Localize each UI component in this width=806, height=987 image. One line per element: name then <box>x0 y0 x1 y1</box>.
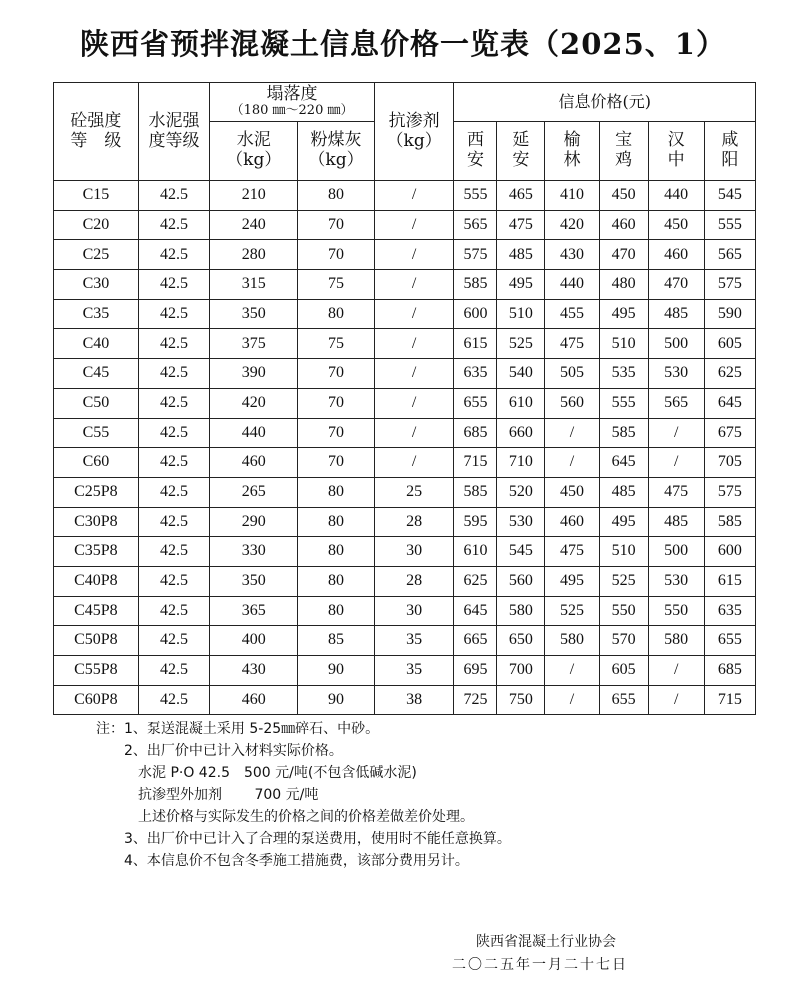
price-cell: 750 <box>497 685 545 715</box>
flyash-cell: 80 <box>298 566 375 596</box>
table-row <box>54 359 756 389</box>
header-city: 延 安 <box>497 122 545 181</box>
antiseep-cell: 38 <box>374 685 454 715</box>
cement-grade-cell: 42.5 <box>138 656 210 686</box>
flyash-cell: 80 <box>298 299 375 329</box>
flyash-cell: 80 <box>298 596 375 626</box>
cement-grade-cell: 42.5 <box>138 299 210 329</box>
price-cell: 500 <box>648 329 704 359</box>
flyash-cell: 80 <box>298 181 375 211</box>
cement-kg-cell: 460 <box>210 685 298 715</box>
price-cell: 565 <box>704 240 755 270</box>
price-cell: 650 <box>497 626 545 656</box>
price-cell: 500 <box>648 537 704 567</box>
cement-grade-cell: 42.5 <box>138 566 210 596</box>
price-cell: 570 <box>599 626 648 656</box>
cement-kg-cell: 330 <box>210 537 298 567</box>
price-cell: 420 <box>545 210 599 240</box>
price-cell: 560 <box>497 566 545 596</box>
cement-kg-cell: 430 <box>210 656 298 686</box>
price-cell: 615 <box>704 566 755 596</box>
price-cell: 480 <box>599 270 648 300</box>
grade-cell: C30P8 <box>54 507 139 537</box>
price-cell: 575 <box>704 477 755 507</box>
price-cell: 485 <box>497 240 545 270</box>
antiseep-cell: / <box>374 240 454 270</box>
cement-grade-cell: 42.5 <box>138 685 210 715</box>
antiseep-cell: 28 <box>374 566 454 596</box>
cement-grade-cell: 42.5 <box>138 210 210 240</box>
antiseep-cell: / <box>374 329 454 359</box>
antiseep-cell: 35 <box>374 626 454 656</box>
grade-cell: C40 <box>54 329 139 359</box>
grade-cell: C25P8 <box>54 477 139 507</box>
price-cell: 530 <box>648 566 704 596</box>
price-cell: 545 <box>704 181 755 211</box>
antiseep-cell: / <box>374 210 454 240</box>
issuing-organization: 陕西省混凝土行业协会 <box>476 934 616 950</box>
grade-cell: C45 <box>54 359 139 389</box>
flyash-cell: 70 <box>298 388 375 418</box>
price-cell: 450 <box>648 210 704 240</box>
note-line: 4、本信息价不包含冬季施工措施费，该部分费用另计。 <box>96 853 469 869</box>
flyash-cell: 70 <box>298 418 375 448</box>
cement-grade-cell: 42.5 <box>138 418 210 448</box>
price-cell: 495 <box>497 270 545 300</box>
grade-cell: C45P8 <box>54 596 139 626</box>
grade-cell: C55P8 <box>54 656 139 686</box>
antiseep-cell: 30 <box>374 596 454 626</box>
price-cell: 655 <box>599 685 648 715</box>
price-cell: 410 <box>545 181 599 211</box>
price-cell: 450 <box>599 181 648 211</box>
cement-kg-cell: 375 <box>210 329 298 359</box>
antiseep-cell: / <box>374 181 454 211</box>
flyash-cell: 90 <box>298 656 375 686</box>
price-cell: 505 <box>545 359 599 389</box>
price-cell: 580 <box>545 626 599 656</box>
price-cell: 575 <box>704 270 755 300</box>
price-cell: 635 <box>454 359 497 389</box>
price-cell: 470 <box>648 270 704 300</box>
note-line: 上述价格与实际发生的价格之间的价格差做差价处理。 <box>96 809 474 825</box>
price-cell: 700 <box>497 656 545 686</box>
price-cell: 610 <box>454 537 497 567</box>
header-city: 宝 鸡 <box>599 122 648 181</box>
header-grade: 砼强度 等 级 <box>54 83 139 181</box>
grade-cell: C20 <box>54 210 139 240</box>
flyash-cell: 70 <box>298 359 375 389</box>
price-cell: 475 <box>648 477 704 507</box>
price-cell: 465 <box>497 181 545 211</box>
price-cell: / <box>545 418 599 448</box>
price-cell: 685 <box>454 418 497 448</box>
cement-kg-cell: 240 <box>210 210 298 240</box>
cement-kg-cell: 420 <box>210 388 298 418</box>
grade-cell: C35 <box>54 299 139 329</box>
antiseep-cell: 25 <box>374 477 454 507</box>
price-cell: 600 <box>704 537 755 567</box>
price-cell: 605 <box>704 329 755 359</box>
price-cell: 485 <box>648 299 704 329</box>
cement-kg-cell: 365 <box>210 596 298 626</box>
price-cell: 645 <box>704 388 755 418</box>
price-cell: / <box>648 418 704 448</box>
price-cell: 535 <box>599 359 648 389</box>
grade-cell: C50P8 <box>54 626 139 656</box>
header-cement-kg: 水泥 （kg） <box>210 122 298 181</box>
price-cell: 525 <box>545 596 599 626</box>
price-cell: 715 <box>454 448 497 478</box>
cement-kg-cell: 390 <box>210 359 298 389</box>
antiseep-cell: 30 <box>374 537 454 567</box>
cement-grade-cell: 42.5 <box>138 507 210 537</box>
price-cell: 530 <box>497 507 545 537</box>
price-cell: 460 <box>545 507 599 537</box>
price-cell: 600 <box>454 299 497 329</box>
note-line: 水泥 P·O 42.5 500 元/吨(不包含低碱水泥) <box>96 765 417 781</box>
price-cell: 555 <box>454 181 497 211</box>
header-city: 咸 阳 <box>704 122 755 181</box>
issue-date: 二〇二五年一月二十七日 <box>452 957 628 973</box>
cement-kg-cell: 315 <box>210 270 298 300</box>
antiseep-cell: 28 <box>374 507 454 537</box>
table-row <box>54 299 756 329</box>
cement-grade-cell: 42.5 <box>138 181 210 211</box>
price-cell: 530 <box>648 359 704 389</box>
cement-grade-cell: 42.5 <box>138 596 210 626</box>
price-cell: 725 <box>454 685 497 715</box>
antiseep-cell: / <box>374 448 454 478</box>
grade-cell: C25 <box>54 240 139 270</box>
price-cell: 715 <box>704 685 755 715</box>
price-cell: 590 <box>704 299 755 329</box>
price-cell: 555 <box>599 388 648 418</box>
price-cell: 625 <box>704 359 755 389</box>
flyash-cell: 75 <box>298 270 375 300</box>
price-cell: 665 <box>454 626 497 656</box>
price-cell: 510 <box>497 299 545 329</box>
table-row <box>54 566 756 596</box>
price-cell: 495 <box>599 507 648 537</box>
price-cell: 605 <box>599 656 648 686</box>
table-row <box>54 596 756 626</box>
flyash-cell: 80 <box>298 477 375 507</box>
price-cell: 440 <box>648 181 704 211</box>
cement-grade-cell: 42.5 <box>138 477 210 507</box>
price-cell: 625 <box>454 566 497 596</box>
page-title: 陕西省预拌混凝土信息价格一览表（2025、1） <box>80 27 726 61</box>
price-cell: 495 <box>599 299 648 329</box>
table-row <box>54 626 756 656</box>
table-row <box>54 181 756 211</box>
cement-kg-cell: 460 <box>210 448 298 478</box>
cement-kg-cell: 210 <box>210 181 298 211</box>
price-cell: 585 <box>454 270 497 300</box>
price-cell: 520 <box>497 477 545 507</box>
grade-cell: C60 <box>54 448 139 478</box>
table-row <box>54 240 756 270</box>
table-row <box>54 418 756 448</box>
antiseep-cell: / <box>374 270 454 300</box>
note-line: 2、出厂价中已计入材料实际价格。 <box>96 743 343 759</box>
antiseep-cell: / <box>374 418 454 448</box>
price-cell: 645 <box>454 596 497 626</box>
header-cement-grade: 水泥强 度等级 <box>138 83 210 181</box>
price-cell: 685 <box>704 656 755 686</box>
cement-grade-cell: 42.5 <box>138 329 210 359</box>
price-cell: 495 <box>545 566 599 596</box>
grade-cell: C35P8 <box>54 537 139 567</box>
price-cell: 575 <box>454 240 497 270</box>
cement-grade-cell: 42.5 <box>138 270 210 300</box>
price-cell: 585 <box>454 477 497 507</box>
price-cell: 550 <box>599 596 648 626</box>
antiseep-cell: / <box>374 299 454 329</box>
price-cell: 645 <box>599 448 648 478</box>
flyash-cell: 90 <box>298 685 375 715</box>
price-cell: 540 <box>497 359 545 389</box>
note-line: 抗渗型外加剂 700 元/吨 <box>96 787 319 803</box>
header-flyash: 粉煤灰 （kg） <box>298 122 375 181</box>
table-row <box>54 537 756 567</box>
price-cell: 655 <box>454 388 497 418</box>
price-cell: 555 <box>704 210 755 240</box>
price-cell: 610 <box>497 388 545 418</box>
cement-kg-cell: 350 <box>210 299 298 329</box>
header-city: 西 安 <box>454 122 497 181</box>
price-cell: 565 <box>648 388 704 418</box>
header-city: 汉 中 <box>648 122 704 181</box>
flyash-cell: 75 <box>298 329 375 359</box>
flyash-cell: 80 <box>298 507 375 537</box>
price-cell: 525 <box>599 566 648 596</box>
notes-block <box>96 718 511 872</box>
antiseep-cell: 35 <box>374 656 454 686</box>
price-cell: 460 <box>599 210 648 240</box>
price-cell: 710 <box>497 448 545 478</box>
price-cell: 510 <box>599 329 648 359</box>
table-row <box>54 210 756 240</box>
flyash-cell: 70 <box>298 210 375 240</box>
price-cell: 585 <box>704 507 755 537</box>
flyash-cell: 70 <box>298 448 375 478</box>
price-cell: 550 <box>648 596 704 626</box>
price-cell: / <box>648 656 704 686</box>
table-row <box>54 656 756 686</box>
price-cell: 545 <box>497 537 545 567</box>
price-cell: / <box>545 656 599 686</box>
antiseep-cell: / <box>374 388 454 418</box>
price-cell: 455 <box>545 299 599 329</box>
flyash-cell: 85 <box>298 626 375 656</box>
price-cell: / <box>648 685 704 715</box>
table-row <box>54 329 756 359</box>
header-city: 榆 林 <box>545 122 599 181</box>
price-cell: 440 <box>545 270 599 300</box>
cement-kg-cell: 400 <box>210 626 298 656</box>
price-cell: / <box>545 448 599 478</box>
table-row <box>54 507 756 537</box>
price-cell: 470 <box>599 240 648 270</box>
price-cell: 475 <box>545 537 599 567</box>
grade-cell: C30 <box>54 270 139 300</box>
price-cell: 475 <box>545 329 599 359</box>
cement-kg-cell: 440 <box>210 418 298 448</box>
price-cell: 430 <box>545 240 599 270</box>
price-cell: 635 <box>704 596 755 626</box>
cement-kg-cell: 350 <box>210 566 298 596</box>
cement-grade-cell: 42.5 <box>138 359 210 389</box>
price-cell: 675 <box>704 418 755 448</box>
header-price-group: 信息价格(元) <box>454 83 756 122</box>
price-cell: 475 <box>497 210 545 240</box>
header-antiseep: 抗渗剂 （kg） <box>374 83 454 181</box>
antiseep-cell: / <box>374 359 454 389</box>
price-cell: 655 <box>704 626 755 656</box>
grade-cell: C55 <box>54 418 139 448</box>
grade-cell: C60P8 <box>54 685 139 715</box>
price-cell: 560 <box>545 388 599 418</box>
grade-cell: C50 <box>54 388 139 418</box>
cement-grade-cell: 42.5 <box>138 626 210 656</box>
note-line: 3、出厂价中已计入了合理的泵送费用，使用时不能任意换算。 <box>96 831 511 847</box>
cement-grade-cell: 42.5 <box>138 537 210 567</box>
cement-kg-cell: 290 <box>210 507 298 537</box>
cement-kg-cell: 265 <box>210 477 298 507</box>
price-cell: 695 <box>454 656 497 686</box>
price-cell: 460 <box>648 240 704 270</box>
flyash-cell: 80 <box>298 537 375 567</box>
cement-grade-cell: 42.5 <box>138 388 210 418</box>
price-cell: / <box>648 448 704 478</box>
table-row <box>54 477 756 507</box>
header-slump: 塌落度 （180 ㎜～220 ㎜） <box>210 83 374 122</box>
price-cell: 585 <box>599 418 648 448</box>
price-cell: 595 <box>454 507 497 537</box>
price-cell: 510 <box>599 537 648 567</box>
grade-cell: C15 <box>54 181 139 211</box>
price-cell: 615 <box>454 329 497 359</box>
cement-grade-cell: 42.5 <box>138 448 210 478</box>
price-cell: 580 <box>497 596 545 626</box>
price-cell: 565 <box>454 210 497 240</box>
flyash-cell: 70 <box>298 240 375 270</box>
price-table <box>53 82 756 715</box>
table-row <box>54 448 756 478</box>
price-cell: / <box>545 685 599 715</box>
price-cell: 485 <box>648 507 704 537</box>
price-cell: 525 <box>497 329 545 359</box>
price-cell: 660 <box>497 418 545 448</box>
price-cell: 705 <box>704 448 755 478</box>
cement-kg-cell: 280 <box>210 240 298 270</box>
table-row <box>54 270 756 300</box>
price-cell: 580 <box>648 626 704 656</box>
grade-cell: C40P8 <box>54 566 139 596</box>
note-line: 注：1、泵送混凝土采用 5-25㎜碎石、中砂。 <box>96 721 380 737</box>
cement-grade-cell: 42.5 <box>138 240 210 270</box>
table-row <box>54 685 756 715</box>
price-cell: 485 <box>599 477 648 507</box>
table-row <box>54 388 756 418</box>
price-cell: 450 <box>545 477 599 507</box>
